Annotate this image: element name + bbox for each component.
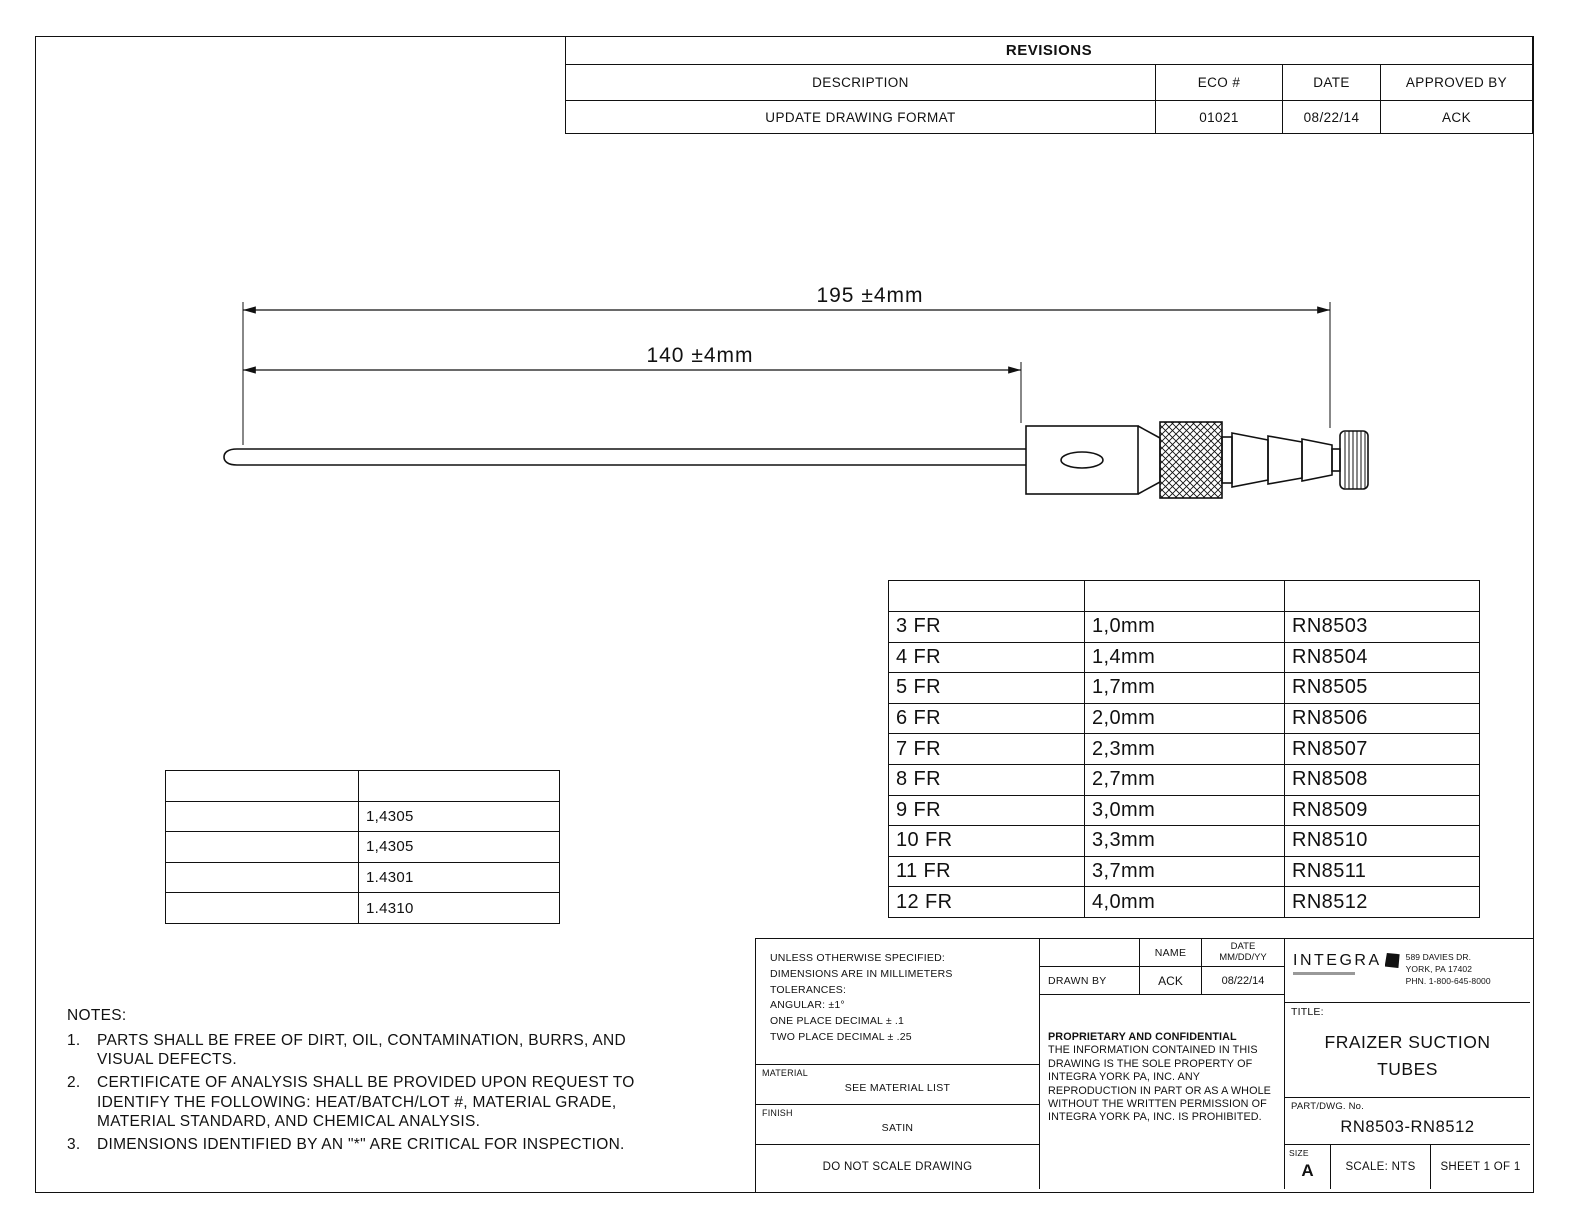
proprietary-title: PROPRIETARY AND CONFIDENTIAL <box>1048 1031 1237 1043</box>
handle-body <box>1026 426 1138 494</box>
drawing-title-line1: FRAIZER SUCTION <box>1324 1032 1491 1052</box>
finish-value: SATIN <box>881 1122 914 1134</box>
size-part-number: RN8503 <box>1285 612 1480 643</box>
size-box <box>1285 1145 1331 1189</box>
size-table-row <box>889 612 1480 643</box>
drawn-by-name: ACK <box>1158 973 1183 988</box>
ribbed-end-cap <box>1340 431 1368 489</box>
revision-eco: 01021 <box>1156 101 1283 134</box>
sheet-value: SHEET 1 OF 1 <box>1440 1161 1521 1173</box>
date-format: MM/DD/YY <box>1219 951 1267 963</box>
size-fr: 3 FR <box>889 612 1085 643</box>
note-text: PARTS SHALL BE FREE OF DIRT, OIL, CONTAMINATION, BURRS, AND VISUAL DEFECTS. <box>97 1031 627 1069</box>
revisions-header-description: DESCRIPTION <box>566 65 1156 101</box>
title-block <box>755 938 1534 1193</box>
date-header-cell <box>1202 939 1285 967</box>
size-part-number: RN8505 <box>1285 673 1480 704</box>
company-logo-box <box>1285 939 1530 1003</box>
proprietary-box <box>1040 995 1285 1189</box>
fitting-neck <box>1332 449 1340 471</box>
size-part-number: RN8506 <box>1285 703 1480 734</box>
barb-3 <box>1302 439 1332 481</box>
finish-label: FINISH <box>762 1108 793 1118</box>
revisions-title: REVISIONS <box>566 37 1533 65</box>
size-table-header-row <box>889 581 1480 612</box>
size-fr: 5 FR <box>889 673 1085 704</box>
size-table-row <box>889 734 1480 765</box>
material-value: SEE MATERIAL LIST <box>844 1082 951 1094</box>
revisions-header-eco: ECO # <box>1156 65 1283 101</box>
name-header-cell <box>1140 939 1202 967</box>
material-table-row <box>166 893 560 924</box>
size-diameter: 3,7mm <box>1085 856 1285 887</box>
company-logo-text: INTEGRA <box>1293 952 1382 969</box>
revisions-header-approved: APPROVED BY <box>1381 65 1533 101</box>
part-number-label: PART/DWG. No. <box>1291 1101 1364 1112</box>
note-item <box>67 1135 673 1155</box>
size-table-row <box>889 887 1480 918</box>
material-table-row <box>166 862 560 893</box>
drawn-by-date: 08/22/14 <box>1221 974 1265 987</box>
size-part-number: RN8509 <box>1285 795 1480 826</box>
sheet-box <box>1431 1145 1530 1189</box>
revisions-header-date: DATE <box>1283 65 1381 101</box>
integra-logo-icon <box>1385 953 1400 968</box>
dimension-overall-label: 195 ±4mm <box>816 284 924 307</box>
tolerance-line: ONE PLACE DECIMAL ± .1 <box>770 1015 905 1027</box>
size-diameter: 2,3mm <box>1085 734 1285 765</box>
title-label: TITLE: <box>1291 1006 1324 1018</box>
note-item <box>67 1031 673 1070</box>
size-part-number: RN8511 <box>1285 856 1480 887</box>
suction-tube-outline <box>224 422 1368 498</box>
note-text: CERTIFICATE OF ANALYSIS SHALL BE PROVIDED UPON REQUEST TO IDENTIFY THE FOLLOWING: HEAT/BATCH/LOT #, MATERIAL GRADE, MATERIAL STANDARD, AND CHEMICAL ANALYSIS. <box>97 1074 635 1131</box>
tolerance-line: ANGULAR: ±1° <box>770 999 845 1012</box>
part-number-value: RN8503-RN8512 <box>1340 1118 1475 1136</box>
dimension-overall <box>243 284 1330 445</box>
suction-control-slot <box>1061 452 1103 468</box>
do-not-scale-box <box>756 1145 1040 1189</box>
fitting-step <box>1222 437 1232 483</box>
knurled-grip <box>1160 422 1222 498</box>
tolerance-line: TWO PLACE DECIMAL ± .25 <box>770 1030 912 1043</box>
size-fr: 12 FR <box>889 887 1085 918</box>
scale-box <box>1331 1145 1431 1189</box>
size-diameter: 4,0mm <box>1085 887 1285 918</box>
material-table-row <box>166 832 560 863</box>
size-table-row <box>889 673 1480 704</box>
drawn-by-label-cell <box>1040 967 1140 995</box>
barb-1 <box>1232 433 1268 487</box>
barb-2 <box>1268 436 1302 484</box>
integra-tagline <box>1293 972 1355 975</box>
size-fr: 8 FR <box>889 764 1085 795</box>
note-item <box>67 1073 673 1132</box>
note-text: DIMENSIONS IDENTIFIED BY AN "*" ARE CRITICAL FOR INSPECTION. <box>97 1136 625 1154</box>
drawing-title-line2: TUBES <box>1377 1059 1438 1080</box>
size-part-number: RN8508 <box>1285 764 1480 795</box>
revision-approved: ACK <box>1381 101 1533 134</box>
tolerance-line: DIMENSIONS ARE IN MILLIMETERS <box>770 967 953 980</box>
size-table-row <box>889 703 1480 734</box>
drawn-by-label: DRAWN BY <box>1048 974 1107 987</box>
note-number: 2. <box>67 1074 81 1092</box>
size-table-row <box>889 764 1480 795</box>
material-grade: 1,4305 <box>359 832 560 863</box>
size-part-number: RN8512 <box>1285 887 1480 918</box>
size-label: SIZE <box>1289 1148 1309 1158</box>
size-diameter: 1,4mm <box>1085 642 1285 673</box>
note-number: 3. <box>67 1136 81 1154</box>
notes-block <box>67 1006 673 1158</box>
material-grade: 1.4301 <box>359 862 560 893</box>
size-part-number: RN8507 <box>1285 734 1480 765</box>
size-diameter: 2,0mm <box>1085 703 1285 734</box>
proprietary-body: THE INFORMATION CONTAINED IN THIS DRAWING IS THE SOLE PROPERTY OF INTEGRA YORK PA, INC. ANY REPRODUCTION IN PART OR AS A WHOLE WITHOUT THE WRITTEN PERMISSION OF INTEGRA YORK PA, INC. IS PROHIBITED. <box>1048 1044 1271 1124</box>
company-address-line: PHN. 1-800-645-8000 <box>1405 975 1491 986</box>
name-header: NAME <box>1154 946 1187 959</box>
size-part-number: RN8510 <box>1285 826 1480 857</box>
material-table-row <box>166 801 560 832</box>
material-table <box>165 770 560 924</box>
do-not-scale-text: DO NOT SCALE DRAWING <box>822 1161 973 1173</box>
material-grade: 1,4305 <box>359 801 560 832</box>
size-table-row <box>889 795 1480 826</box>
handle-chamfer <box>1138 426 1160 494</box>
size-fr: 4 FR <box>889 642 1085 673</box>
drawn-by-date-cell <box>1202 967 1285 995</box>
tolerance-line: TOLERANCES: <box>770 983 847 996</box>
finish-box <box>756 1105 1040 1145</box>
size-diameter: 2,7mm <box>1085 764 1285 795</box>
size-table <box>888 580 1480 918</box>
dimension-tube-label: 140 ±4mm <box>646 344 754 367</box>
revision-date: 08/22/14 <box>1283 101 1381 134</box>
material-grade: 1.4310 <box>359 893 560 924</box>
note-number: 1. <box>67 1031 81 1049</box>
size-table-row <box>889 826 1480 857</box>
end-cap-ribs <box>1345 431 1365 489</box>
company-address-line: 589 DAVIES DR. <box>1405 952 1472 962</box>
tolerances-box <box>756 939 1040 1065</box>
size-fr: 6 FR <box>889 703 1085 734</box>
material-box <box>756 1065 1040 1105</box>
size-fr: 7 FR <box>889 734 1085 765</box>
tolerance-line: UNLESS OTHERWISE SPECIFIED: <box>770 952 945 964</box>
scale-value: SCALE: NTS <box>1345 1161 1416 1173</box>
tube-tip <box>224 449 243 465</box>
size-part-number: RN8504 <box>1285 642 1480 673</box>
date-header: DATE <box>1230 940 1256 952</box>
size-value: A <box>1301 1161 1314 1180</box>
size-fr: 9 FR <box>889 795 1085 826</box>
size-table-row <box>889 856 1480 887</box>
size-diameter: 3,0mm <box>1085 795 1285 826</box>
material-table-header-row <box>166 771 560 802</box>
title-box <box>1285 1003 1530 1098</box>
dimension-tube <box>243 344 1021 423</box>
size-fr: 10 FR <box>889 826 1085 857</box>
size-diameter: 1,7mm <box>1085 673 1285 704</box>
size-table-row <box>889 642 1480 673</box>
drawn-by-name-cell <box>1140 967 1202 995</box>
revision-description: UPDATE DRAWING FORMAT <box>566 101 1156 134</box>
header-blank-cell <box>1040 939 1140 967</box>
size-diameter: 1,0mm <box>1085 612 1285 643</box>
size-diameter: 3,3mm <box>1085 826 1285 857</box>
notes-title: NOTES: <box>67 1007 127 1024</box>
size-fr: 11 FR <box>889 856 1085 887</box>
part-number-box <box>1285 1098 1530 1145</box>
material-label: MATERIAL <box>762 1068 808 1078</box>
company-address-line: YORK, PA 17402 <box>1405 963 1473 974</box>
